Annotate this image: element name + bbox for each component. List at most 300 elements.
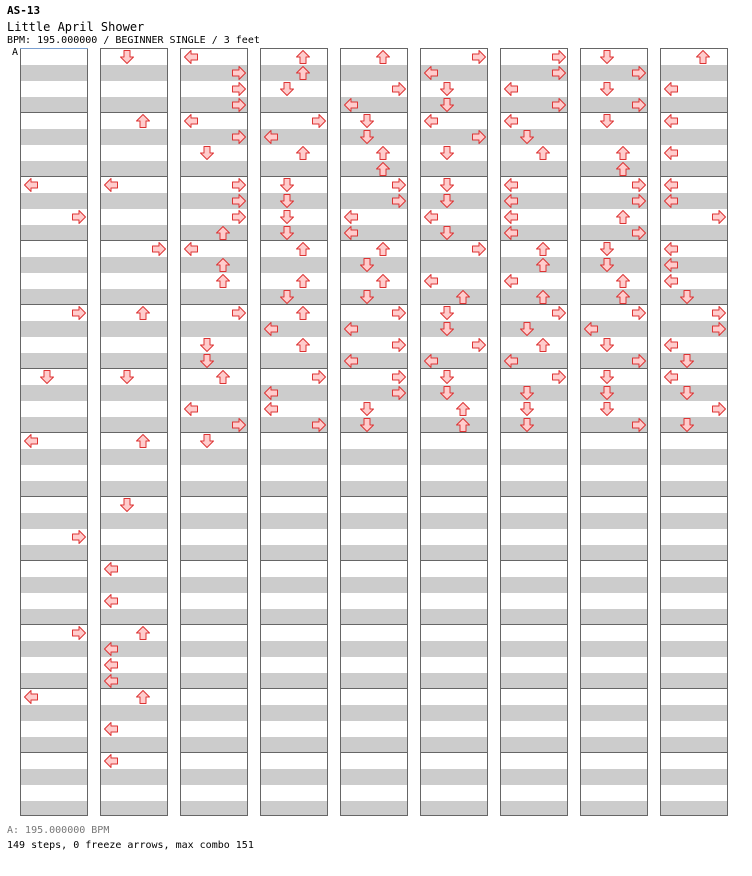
beat-band [21,737,87,753]
left-arrow-icon [343,353,359,369]
measure-line [581,752,647,753]
left-arrow-icon [503,353,519,369]
right-arrow-icon [471,241,487,257]
chart-column [260,48,328,816]
beat-band [181,257,247,273]
measure-line [21,560,87,561]
down-arrow-icon [599,113,615,129]
down-arrow-icon [679,417,695,433]
right-arrow-icon [391,369,407,385]
beat-band [181,705,247,721]
measure-line [341,688,407,689]
beat-band [181,577,247,593]
beat-band [21,417,87,433]
down-arrow-icon [119,497,135,513]
down-arrow-icon [519,401,535,417]
beat-band [101,97,167,113]
measure-line [101,304,167,305]
up-arrow-icon [135,433,151,449]
right-arrow-icon [231,305,247,321]
beat-band [581,545,647,561]
beat-band [421,577,487,593]
beat-band [21,289,87,305]
beat-band [661,65,727,81]
measure-line [21,112,87,113]
measure-line [21,496,87,497]
measure-line [661,752,727,753]
beat-band [661,737,727,753]
right-arrow-icon [391,305,407,321]
measure-line [261,560,327,561]
measure-line [101,432,167,433]
down-arrow-icon [359,257,375,273]
right-arrow-icon [231,193,247,209]
chart-column [20,48,88,816]
down-arrow-icon [519,385,535,401]
measure-line [181,752,247,753]
beat-band [101,289,167,305]
left-arrow-icon [183,401,199,417]
up-arrow-icon [615,161,631,177]
beat-band [261,705,327,721]
left-arrow-icon [423,113,439,129]
beat-band [581,801,647,816]
down-arrow-icon [439,177,455,193]
beat-band [101,65,167,81]
beat-band [661,161,727,177]
measure-line [661,560,727,561]
up-arrow-icon [615,273,631,289]
beat-band [421,641,487,657]
beat-band [261,673,327,689]
beat-band [181,289,247,305]
left-arrow-icon [503,81,519,97]
down-arrow-icon [359,401,375,417]
right-arrow-icon [631,177,647,193]
left-arrow-icon [103,593,119,609]
down-arrow-icon [599,49,615,65]
beat-band [261,577,327,593]
measure-line [501,688,567,689]
beat-band [101,353,167,369]
down-arrow-icon [199,433,215,449]
down-arrow-icon [679,289,695,305]
left-arrow-icon [263,385,279,401]
beat-band [581,641,647,657]
beat-band [661,673,727,689]
beat-band [421,449,487,465]
beat-band [101,129,167,145]
beat-band [341,545,407,561]
beat-band [341,161,407,177]
beat-band [501,545,567,561]
beat-band [261,513,327,529]
left-arrow-icon [183,241,199,257]
beat-band [421,513,487,529]
measure-line [661,496,727,497]
beat-band [21,65,87,81]
measure-line [581,496,647,497]
up-arrow-icon [135,625,151,641]
beat-band [421,257,487,273]
beat-band [581,289,647,305]
right-arrow-icon [391,337,407,353]
up-arrow-icon [375,273,391,289]
up-arrow-icon [135,689,151,705]
measure-line [421,432,487,433]
beat-band [661,481,727,497]
left-arrow-icon [663,273,679,289]
beat-band [421,481,487,497]
up-arrow-icon [135,305,151,321]
down-arrow-icon [119,369,135,385]
measure-line [181,688,247,689]
down-arrow-icon [439,145,455,161]
beat-band [421,737,487,753]
measure-line [501,752,567,753]
left-arrow-icon [183,49,199,65]
left-arrow-icon [423,209,439,225]
left-arrow-icon [663,177,679,193]
measure-line [181,624,247,625]
beat-band [661,513,727,529]
chart-column [180,48,248,816]
beat-band [501,737,567,753]
left-arrow-icon [103,561,119,577]
up-arrow-icon [295,49,311,65]
beat-band [101,225,167,241]
left-arrow-icon [423,353,439,369]
down-arrow-icon [39,369,55,385]
left-arrow-icon [663,369,679,385]
up-arrow-icon [375,145,391,161]
down-arrow-icon [199,145,215,161]
beat-band [421,705,487,721]
beat-band [261,65,327,81]
measure-line [341,560,407,561]
beat-band [581,769,647,785]
up-arrow-icon [535,337,551,353]
left-arrow-icon [343,225,359,241]
beat-band [101,609,167,625]
beat-band [661,545,727,561]
beat-band [181,801,247,816]
beat-band [581,705,647,721]
right-arrow-icon [551,97,567,113]
up-arrow-icon [295,65,311,81]
up-arrow-icon [215,273,231,289]
chart-column [420,48,488,816]
left-arrow-icon [423,65,439,81]
beat-band [341,737,407,753]
right-arrow-icon [391,385,407,401]
right-arrow-icon [631,65,647,81]
down-arrow-icon [279,289,295,305]
right-arrow-icon [631,353,647,369]
down-arrow-icon [599,257,615,273]
right-arrow-icon [231,81,247,97]
beat-band [341,641,407,657]
beat-band [181,737,247,753]
beat-band [421,609,487,625]
beat-band [181,481,247,497]
beat-band [101,257,167,273]
beat-band [501,641,567,657]
right-arrow-icon [231,65,247,81]
right-arrow-icon [311,369,327,385]
up-arrow-icon [615,289,631,305]
measure-line [261,752,327,753]
down-arrow-icon [279,81,295,97]
beat-band [501,289,567,305]
left-arrow-icon [663,113,679,129]
footer-stats: 149 steps, 0 freeze arrows, max combo 151 [7,840,254,851]
up-arrow-icon [295,273,311,289]
beat-band [181,545,247,561]
beat-band [181,609,247,625]
up-arrow-icon [615,145,631,161]
down-arrow-icon [199,337,215,353]
beat-band [341,481,407,497]
beat-band [101,321,167,337]
right-arrow-icon [231,177,247,193]
down-arrow-icon [199,353,215,369]
chart-column [340,48,408,816]
measure-line [421,496,487,497]
up-arrow-icon [455,417,471,433]
right-arrow-icon [471,129,487,145]
left-arrow-icon [263,321,279,337]
down-arrow-icon [279,209,295,225]
up-arrow-icon [215,257,231,273]
up-arrow-icon [295,337,311,353]
left-arrow-icon [343,209,359,225]
song-code: AS-13 [7,4,41,17]
beat-band [261,353,327,369]
right-arrow-icon [551,49,567,65]
beat-band [661,225,727,241]
beat-band [261,257,327,273]
right-arrow-icon [231,209,247,225]
beat-band [501,769,567,785]
beat-band [661,129,727,145]
beat-band [21,609,87,625]
up-arrow-icon [695,49,711,65]
beat-band [261,161,327,177]
beat-band [101,161,167,177]
beat-band [181,385,247,401]
beat-band [341,801,407,816]
right-arrow-icon [311,113,327,129]
beat-band [501,257,567,273]
beat-band [261,481,327,497]
measure-line [101,624,167,625]
beat-band [661,769,727,785]
beat-band [501,673,567,689]
beat-band [421,801,487,816]
down-arrow-icon [119,49,135,65]
left-arrow-icon [23,433,39,449]
left-arrow-icon [343,321,359,337]
left-arrow-icon [263,401,279,417]
beat-band [421,289,487,305]
beat-band [181,641,247,657]
beat-band [341,513,407,529]
beat-band [181,225,247,241]
left-arrow-icon [103,657,119,673]
beat-band [101,481,167,497]
beat-band [261,769,327,785]
down-arrow-icon [279,225,295,241]
down-arrow-icon [439,81,455,97]
left-arrow-icon [663,241,679,257]
left-arrow-icon [263,129,279,145]
left-arrow-icon [503,193,519,209]
down-arrow-icon [599,337,615,353]
measure-line [261,624,327,625]
beat-band [181,769,247,785]
measure-line [101,112,167,113]
beat-band [661,801,727,816]
beat-band [101,801,167,816]
right-arrow-icon [631,97,647,113]
beat-band [581,129,647,145]
up-arrow-icon [295,145,311,161]
beat-band [101,705,167,721]
beat-band [261,449,327,465]
left-arrow-icon [663,337,679,353]
beat-band [261,641,327,657]
chart-column [660,48,728,816]
measure-line [421,624,487,625]
right-arrow-icon [631,417,647,433]
beat-band [341,609,407,625]
measure-line [501,560,567,561]
down-arrow-icon [439,305,455,321]
measure-line [181,560,247,561]
right-arrow-icon [711,209,727,225]
right-arrow-icon [631,305,647,321]
right-arrow-icon [711,401,727,417]
right-arrow-icon [711,305,727,321]
beat-band [21,97,87,113]
beat-band [261,609,327,625]
measure-line [421,560,487,561]
beat-band [501,481,567,497]
beat-band [581,737,647,753]
up-arrow-icon [535,289,551,305]
up-arrow-icon [375,161,391,177]
beat-band [21,481,87,497]
beat-band [661,577,727,593]
beat-band [21,225,87,241]
left-arrow-icon [423,273,439,289]
up-arrow-icon [375,49,391,65]
right-arrow-icon [231,129,247,145]
up-arrow-icon [535,145,551,161]
down-arrow-icon [439,385,455,401]
left-arrow-icon [583,321,599,337]
beat-band [21,257,87,273]
beat-band [101,385,167,401]
beat-band [421,417,487,433]
beat-band [661,705,727,721]
beat-band [261,801,327,816]
right-arrow-icon [71,305,87,321]
measure-line [581,688,647,689]
beat-band [501,449,567,465]
down-arrow-icon [599,369,615,385]
measure-line [341,752,407,753]
beat-band [21,641,87,657]
left-arrow-icon [503,209,519,225]
beat-band [341,673,407,689]
right-arrow-icon [471,49,487,65]
beat-band [101,577,167,593]
measure-line [341,624,407,625]
beat-band [501,577,567,593]
left-arrow-icon [103,753,119,769]
down-arrow-icon [439,321,455,337]
measure-line [501,496,567,497]
left-arrow-icon [503,177,519,193]
measure-line [661,688,727,689]
bpm-marker-label: A [12,47,19,58]
beat-band [181,513,247,529]
beat-band [21,353,87,369]
right-arrow-icon [631,193,647,209]
beat-band [421,769,487,785]
beat-band [501,705,567,721]
right-arrow-icon [151,241,167,257]
right-arrow-icon [391,193,407,209]
up-arrow-icon [135,113,151,129]
down-arrow-icon [359,113,375,129]
beat-band [101,449,167,465]
down-arrow-icon [439,369,455,385]
up-arrow-icon [535,257,551,273]
left-arrow-icon [103,177,119,193]
right-arrow-icon [231,97,247,113]
beat-band [341,577,407,593]
bpm-info: BPM: 195.000000 / BEGINNER SINGLE / 3 feet [7,35,260,46]
song-title: Little April Shower [7,20,145,34]
down-arrow-icon [599,81,615,97]
beat-band [581,449,647,465]
measure-line [501,624,567,625]
down-arrow-icon [279,193,295,209]
right-arrow-icon [71,625,87,641]
down-arrow-icon [359,289,375,305]
beat-band [181,673,247,689]
up-arrow-icon [295,305,311,321]
beat-band [101,417,167,433]
left-arrow-icon [103,673,119,689]
right-arrow-icon [71,529,87,545]
up-arrow-icon [615,209,631,225]
right-arrow-icon [311,417,327,433]
up-arrow-icon [215,225,231,241]
down-arrow-icon [359,129,375,145]
down-arrow-icon [359,417,375,433]
down-arrow-icon [439,225,455,241]
measure-line [661,624,727,625]
up-arrow-icon [215,369,231,385]
beat-band [21,705,87,721]
beat-band [501,513,567,529]
beat-band [21,801,87,816]
left-arrow-icon [103,641,119,657]
